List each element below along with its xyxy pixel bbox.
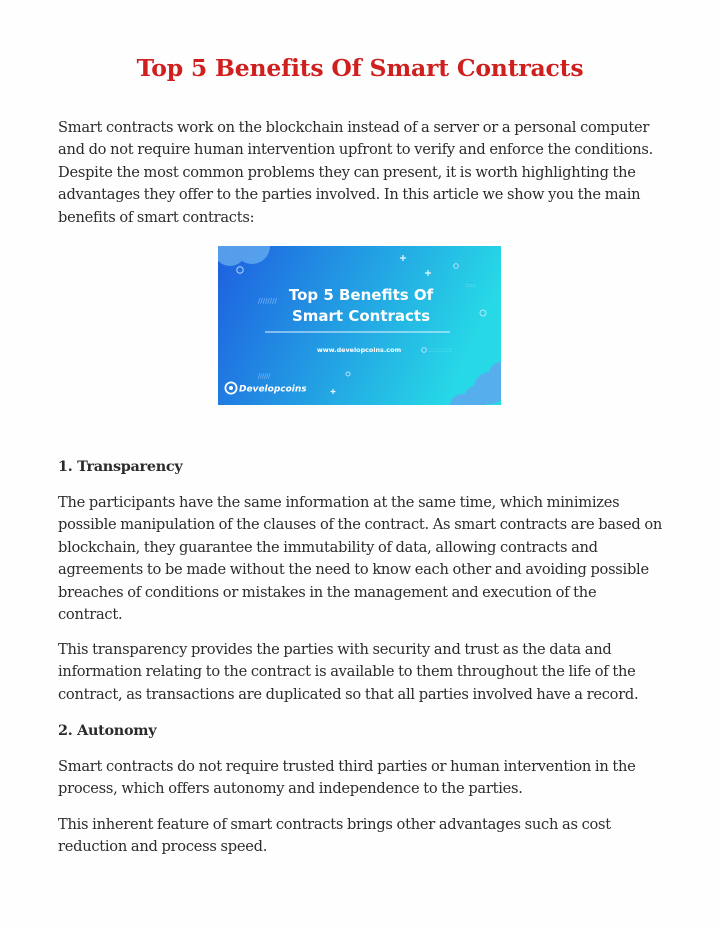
transparency-paragraph-1: The participants have the same information at the same time, which minimizes possible manipulation of the clauses of the contract. As smart contracts are based on blockchain, they guarantee the immutability of data, allowing contracts and agreements to be made without the need to know each other and avoiding possible breaches of conditions or mistakes in the management and execution of the contract.: [58, 494, 663, 624]
page-title: Top 5 Benefits Of Smart Contracts: [136, 54, 584, 82]
banner-title-line1: Top 5 Benefits Of: [288, 286, 434, 304]
intro-paragraph: Smart contracts work on the blockchain instead of a server or a personal computer and do not require human intervention upfront to verify and enforce the conditions. Despite the most common problems they can present, it is worth highlighting the advantages they offer to the parties involved. In this article we show you the main benefits of smart contracts:: [58, 119, 654, 226]
svg-text:::::::::::::: ::::::::::::: [428, 347, 453, 354]
autonomy-paragraph-1: Smart contracts do not require trusted third parties or human intervention in the process, which offers autonomy and independence to the parties.: [58, 758, 636, 798]
section-heading-transparency: 1. Transparency: [58, 458, 183, 475]
transparency-paragraph-2: This transparency provides the parties with security and trust as the data and information relating to the contract is available to them throughout the life of the contract, as transactions are duplicated so that all parties involved have a record.: [58, 641, 639, 703]
article-banner-image: [218, 246, 501, 405]
logo-text: Developcoins: [239, 384, 307, 395]
svg-text:::::::: ::::::: [466, 283, 477, 289]
autonomy-paragraph-2: This inherent feature of smart contracts brings other advantages such as cost reduction and process speed.: [58, 816, 611, 856]
svg-text:////////: ////////: [258, 297, 277, 305]
banner-url: www.developcoins.com: [316, 346, 402, 354]
section-heading-autonomy: 2. Autonomy: [58, 722, 157, 739]
svg-text://////: //////: [258, 373, 271, 380]
banner-title-line2: Smart Contracts: [291, 307, 431, 325]
